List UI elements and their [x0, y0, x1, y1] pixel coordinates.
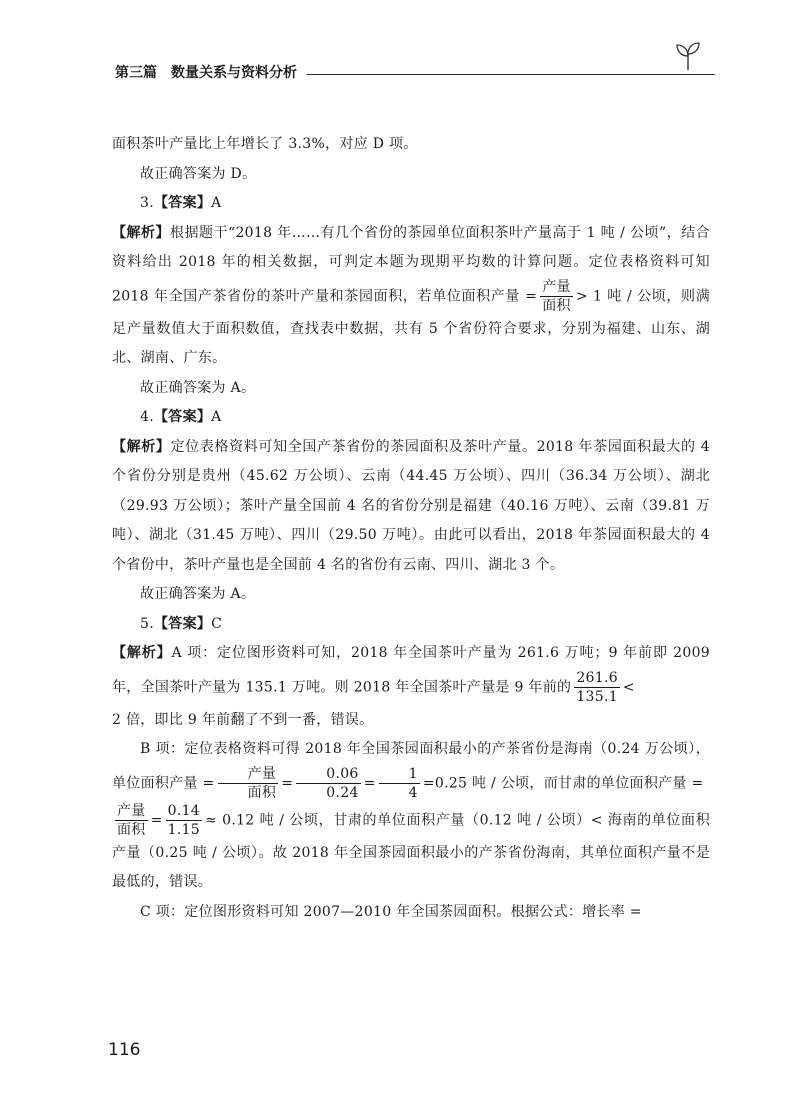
q5-answer: 5.【答案】C	[140, 615, 223, 632]
fraction: $\frac{1}{4}$	[379, 765, 420, 802]
fraction: $\frac{\text{产量}}{\text{面积}}$	[218, 765, 279, 802]
sprout-icon	[673, 40, 703, 72]
fraction: $\frac{261.6}{135.1}$	[576, 669, 618, 705]
running-header	[115, 60, 715, 84]
q5-analysis-b: B 项：定位表格资料可得 2018 年全国茶园面积最小的产茶省份是海南（0.24 万公顷），单位面积产量 = $\frac{\text{产量}}{\text{面积}}$ = $\frac{0.06}{0.24}$ = $\frac{1}{4}$ =0.25 吨 / 公顷，而甘肃的单位面积产量 =	[112, 741, 710, 801]
q4-answer: 4.【答案】A	[140, 409, 222, 425]
q5-analysis-a: 【解析】A 项：定位图形资料可知，2018 年全国茶叶产量为 261.6 万吨；9 年前即 2009 年，全国茶叶产量为 135.1 万吨。则 2018 年全国茶叶产量是 9 年前的 $\frac{261.6}{135.1}$ <	[112, 645, 710, 705]
chapter-title: 数量关系与资料分析	[171, 65, 297, 81]
page-number: 116	[108, 1040, 141, 1060]
paragraph: 故正确答案为 D。	[140, 165, 257, 182]
q3-analysis: 【解析】根据题干“2018 年……有几个省份的茶园单位面积茶叶产量高于 1 吨 / 公顷”，结合资料给出 2018 年的相关数据，可判定本题为现期平均数的计算问题。定位表格资料可知 2018 年全国产茶省份的茶叶产量和茶园面积，若单位面积产量 = $\frac{\text{产量}}{\text{面积}}$ > 1 吨 / 公顷，则满足产量数值大于面积数值，查找表中数据，共有 5 个省份符合要求，分别为福建、山东、湖北、湖南、广东。	[112, 224, 711, 366]
page-body	[112, 130, 710, 927]
part-label: 第三篇	[115, 65, 157, 81]
fraction: $\frac{\text{产量}}{\text{面积}}$	[117, 802, 146, 838]
paragraph: 故正确答案为 A。	[140, 379, 256, 396]
fraction: $\frac{0.14}{1.15}$	[167, 802, 201, 838]
q3-answer: 3.【答案】A	[140, 195, 222, 211]
q5-analysis-c: C 项：定位图形资料可知 2007—2010 年全国茶园面积。根据公式：增长率 =	[140, 903, 642, 920]
q4-analysis: 【解析】定位表格资料可知全国产茶省份的茶园面积及茶叶产量。2018 年茶园面积最大的 4 个省份分别是贵州（45.62 万公顷）、云南（44.45 万公顷）、四川（36.34 万公顷）、湖北（29.93 万公顷）；茶叶产量全国前 4 名的省份分别是福建（40.16 万吨）、云南（39.81 万吨）、湖北（31.45 万吨）、四川（29.50 万吨）。由此可以看出，2018 年茶园面积最大的 4 个省份中，茶叶产量也是全国前 4 名的省份有云南、四川、湖北 3 个。	[112, 438, 711, 573]
header-rule	[307, 74, 715, 75]
paragraph: 面积茶叶产量比上年增长了 3.3%，对应 D 项。	[112, 136, 418, 152]
paragraph: 2 倍，即比 9 年前翻了不到一番，错误。	[112, 711, 374, 728]
fraction: $\frac{\text{产量}}{\text{面积}}$	[542, 278, 571, 314]
paragraph: 故正确答案为 A。	[140, 586, 256, 602]
fraction: $\frac{0.06}{0.24}$	[296, 765, 360, 802]
paragraph: $\frac{\text{产量}}{\text{面积}}$ = $\frac{0.14}{1.15}$ ≈ 0.12 吨 / 公顷，甘肃的单位面积产量（0.12 吨 / 公顷）< 海南的单位面积产量（0.25 吨 / 公顷）。故 2018 年全国茶园面积最小的产茶省份海南，其单位面积产量不是最低的，错误。	[112, 802, 710, 890]
